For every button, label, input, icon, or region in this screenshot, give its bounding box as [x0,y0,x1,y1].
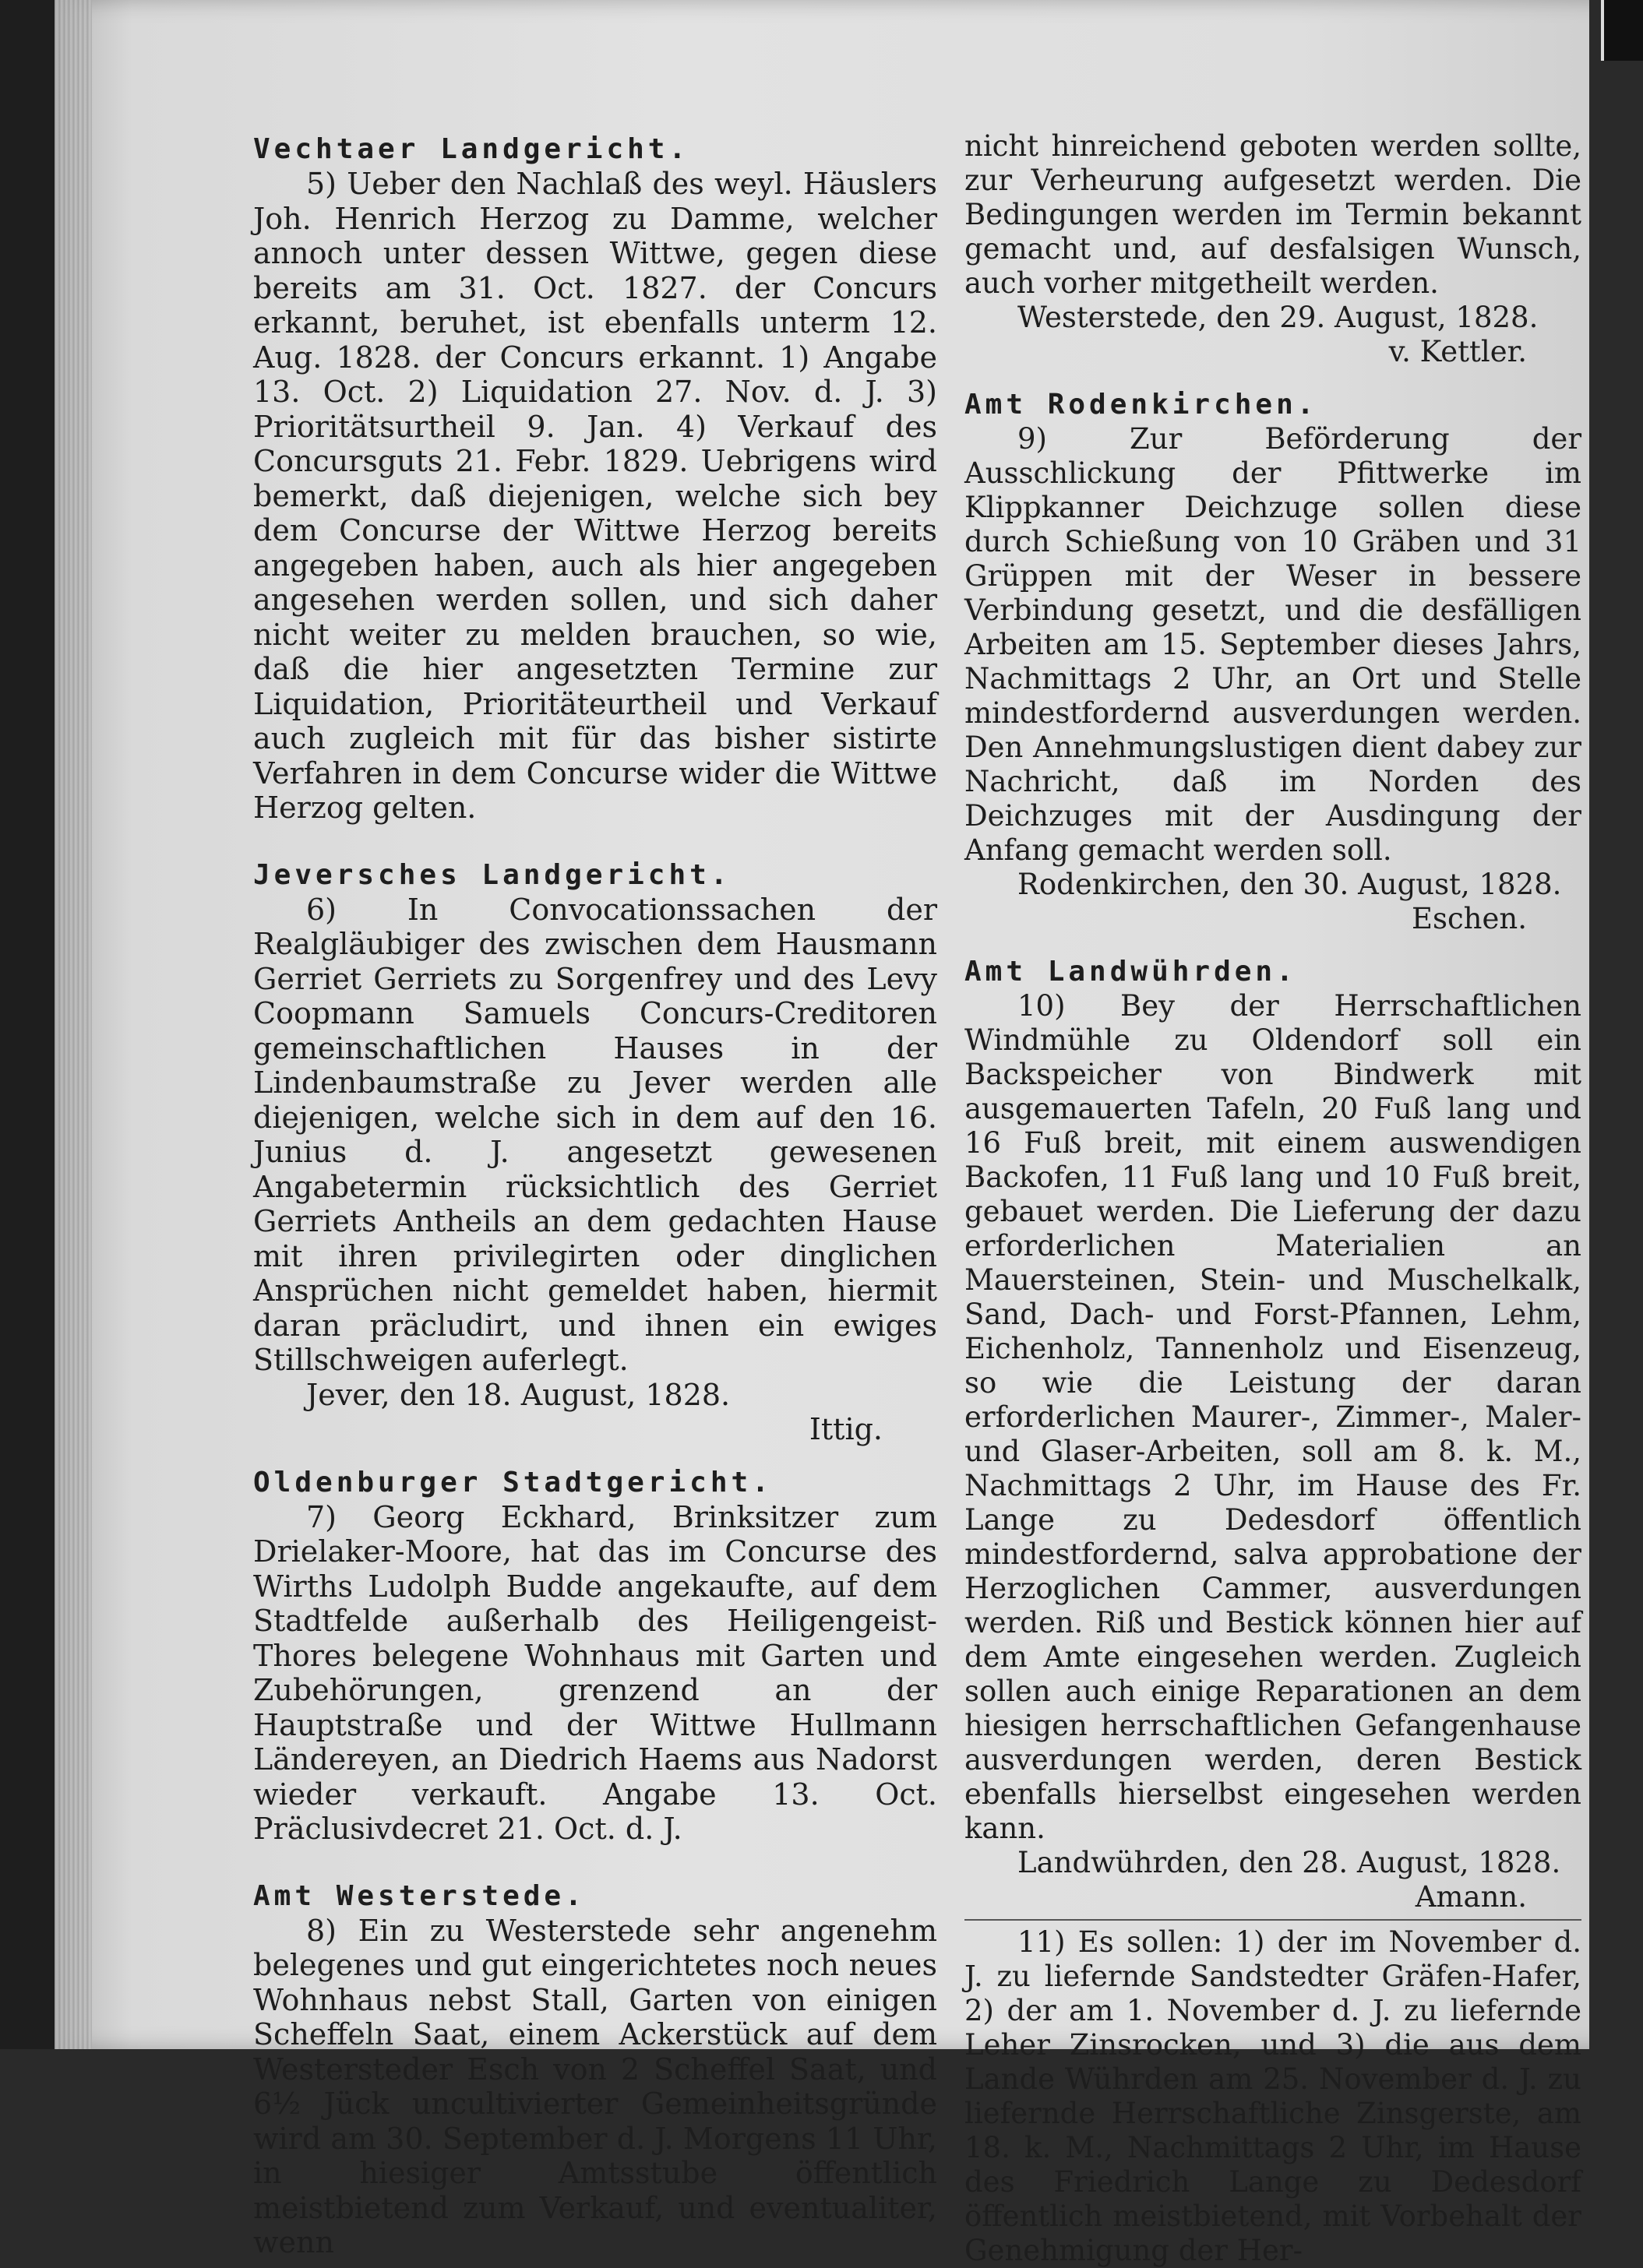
scan-corner-marker [1601,0,1643,61]
notice-westerstede [253,1879,937,2260]
section-heading: Amt Rodenkirchen. [964,389,1318,421]
section-heading: Oldenburger Stadtgericht. [253,1466,773,1498]
notice-body: 11) Es sollen: 1) der im November d. J. zu liefernde Sandstedter Gräfen-Hafer, 2) der am 1. November d. J. zu liefernde Leher Zinsrocken, und 3) die aus dem Lande Wührden am 25. November d. J. zu liefernde Herrschaftliche Zinsgerste, am 18. k. M., Nachmittags 2 Uhr, im Hause des Friedrich Lange zu Dedesdorf öffentlich meistbietend, mit Vorbehalt der Genehmigung der Her- [964,1925,1581,2267]
notice-vechta [253,132,937,826]
section-heading: Jeversches Landgericht. [253,858,732,891]
separator-rule [964,1919,1581,1921]
notice-signature: v. Kettler. [1388,335,1527,368]
page-edge-stack [55,0,92,2049]
notice-westerstede-continued [964,129,1581,369]
notice-body: 8) Ein zu Westerstede sehr angenehm belegenes und gut eingerichtetes noch neues Wohnhaus nebst Stall, Garten von einigen Scheffeln Saat, einem Ackerstück auf dem Westersteder Esch von 2 Scheffel Saat, und 6½ Jück uncultivierter Gemeinheitsgründe wird am 30. September d. J. Morgens 11 Uhr, in hiesiger Amtsstube öffentlich meistbietend zum Verkauf, und eventualiter, wenn [253,1913,937,2259]
section-heading: Vechtaer Landgericht. [253,133,690,165]
notice-signature: Ittig. [809,1412,883,1446]
notice-place-date: Rodenkirchen, den 30. August, 1828. [1017,868,1562,901]
notice-oldenburg [253,1466,937,1847]
notice-body: 6) In Convocationssachen der Realgläubiger des zwischen dem Hausmann Gerriet Gerriets zu Sorgenfrey und des Levy Coopmann Samuels Concurs-Creditoren gemeinschaftlichen Hauses in der Lindenbaumstraße zu Jever werden alle diejenigen, welche sich in dem auf den 16. Junius d. J. angesetzt gewesenen Angabetermin rücksichtlich des Gerriet Gerriets Antheils an dem gedachten Hause mit ihren privilegirten oder dinglichen Ansprüchen nicht gemeldet haben, hiermit daran präcludirt, und ihnen ein ewiges Stillschweigen auferlegt. [253,892,937,1377]
notice-place-date: Landwührden, den 28. August, 1828. [1017,1846,1561,1879]
notice-body: 10) Bey der Herrschaftlichen Windmühle zu Oldendorf soll ein Backspeicher von Bindwerk mit ausgemauerten Tafeln, 20 Fuß lang und 16 Fuß breit, mit einem auswendigen Backofen, 11 Fuß lang und 10 Fuß breit, gebauet werden. Die Lieferung der dazu erforderlichen Materialien an Mauersteinen, Stein- und Muschelkalk, Sand, Dach- und Forst-Pfannen, Lehm, Eichenholz, Tannenholz und Eisenzeug, so wie die Leistung der daran erforderlichen Maurer-, Zimmer-, Maler- und Glaser-Arbeiten, soll am 8. k. M., Nachmittags 2 Uhr, im Hause des Fr. Lange zu Dedesdorf öffentlich mindestfordernd, salva approbatione der Herzoglichen Cammer, ausverdungen werden. Riß und Bestick können hier auf dem Amte eingesehen werden. Zugleich sollen auch einige Reparationen an dem hiesigen herrschaftlichen Gefangenhause ausverdungen werden, deren Bestick ebenfalls hierselbst eingesehen werden kann. [964,989,1581,1845]
section-heading: Amt Westerstede. [253,1879,586,1912]
notice-jever [253,858,937,1447]
notice-landwuehrden [964,955,1581,1914]
notice-grain-auction [964,1925,1581,2268]
section-heading: Amt Landwührden. [964,956,1297,988]
notice-body: 5) Ueber den Nachlaß des weyl. Häuslers Joh. Henrich Herzog zu Damme, welcher annoch unter dessen Wittwe, gegen diese bereits am 31. Oct. 1827. der Concurs erkannt, beruhet, ist ebenfalls unterm 12. Aug. 1828. der Concurs erkannt. 1) Angabe 13. Oct. 2) Liquidation 27. Nov. d. J. 3) Prioritätsurtheil 9. Jan. 4) Verkauf des Concursguts 21. Febr. 1829. Uebrigens wird bemerkt, daß diejenigen, welche sich bey dem Concurse der Wittwe Herzog bereits angegeben haben, auch als hier angegeben angesehen werden sollen, und sich daher nicht weiter zu melden brauchen, so wie, daß die hier angesetzten Termine zur Liquidation, Prioritäteurtheil und Verkauf auch zugleich mit für das bisher sistirte Verfahren in dem Concurse wider die Wittwe Herzog gelten. [253,167,937,825]
notice-body: 9) Zur Beförderung der Ausschlickung der Pfittwerke im Klippkanner Deichzuge sollen diese durch Schießung von 10 Gräben und 31 Grüppen mit der Weser in bessere Verbindung gesetzt, und die desfälligen Arbeiten am 15. September dieses Jahrs, Nachmittags 2 Uhr, an Ort und Stelle mindestfordernd ausverdungen werden. Den Annehmungslustigen dient dabey zur Nachricht, daß im Norden des Deichzuges mit der Ausdingung der Anfang gemacht werden soll. [964,422,1581,867]
notice-signature: Eschen. [1411,902,1527,935]
notice-place-date: Jever, den 18. August, 1828. [306,1377,731,1412]
right-column [964,129,1581,2268]
notice-rodenkirchen [964,388,1581,936]
left-column [253,132,937,2260]
notice-body: nicht hinreichend geboten werden sollte, zur Verheurung aufgesetzt werden. Die Bedingungen werden im Termin bekannt gemacht und, auf desfalsigen Wunsch, auch vorher mitgetheilt werden. [964,129,1581,300]
scan-right-border [1589,0,1643,2049]
notice-signature: Amann. [1415,1880,1527,1914]
notice-body: 7) Georg Eckhard, Brinksitzer zum Drielaker-Moore, hat das im Concurse des Wirths Ludolph Budde angekaufte, auf dem Stadtfelde außerhalb des Heiligengeist-Thores belegene Wohnhaus mit Garten und Zubehörungen, grenzend an der Hauptstraße und der Wittwe Hullmann Ländereyen, an Diedrich Haems aus Nadorst wieder verkauft. Angabe 13. Oct. Präclusivdecret 21. Oct. d. J. [253,1499,937,1846]
notice-place-date: Westerstede, den 29. August, 1828. [1017,301,1539,334]
